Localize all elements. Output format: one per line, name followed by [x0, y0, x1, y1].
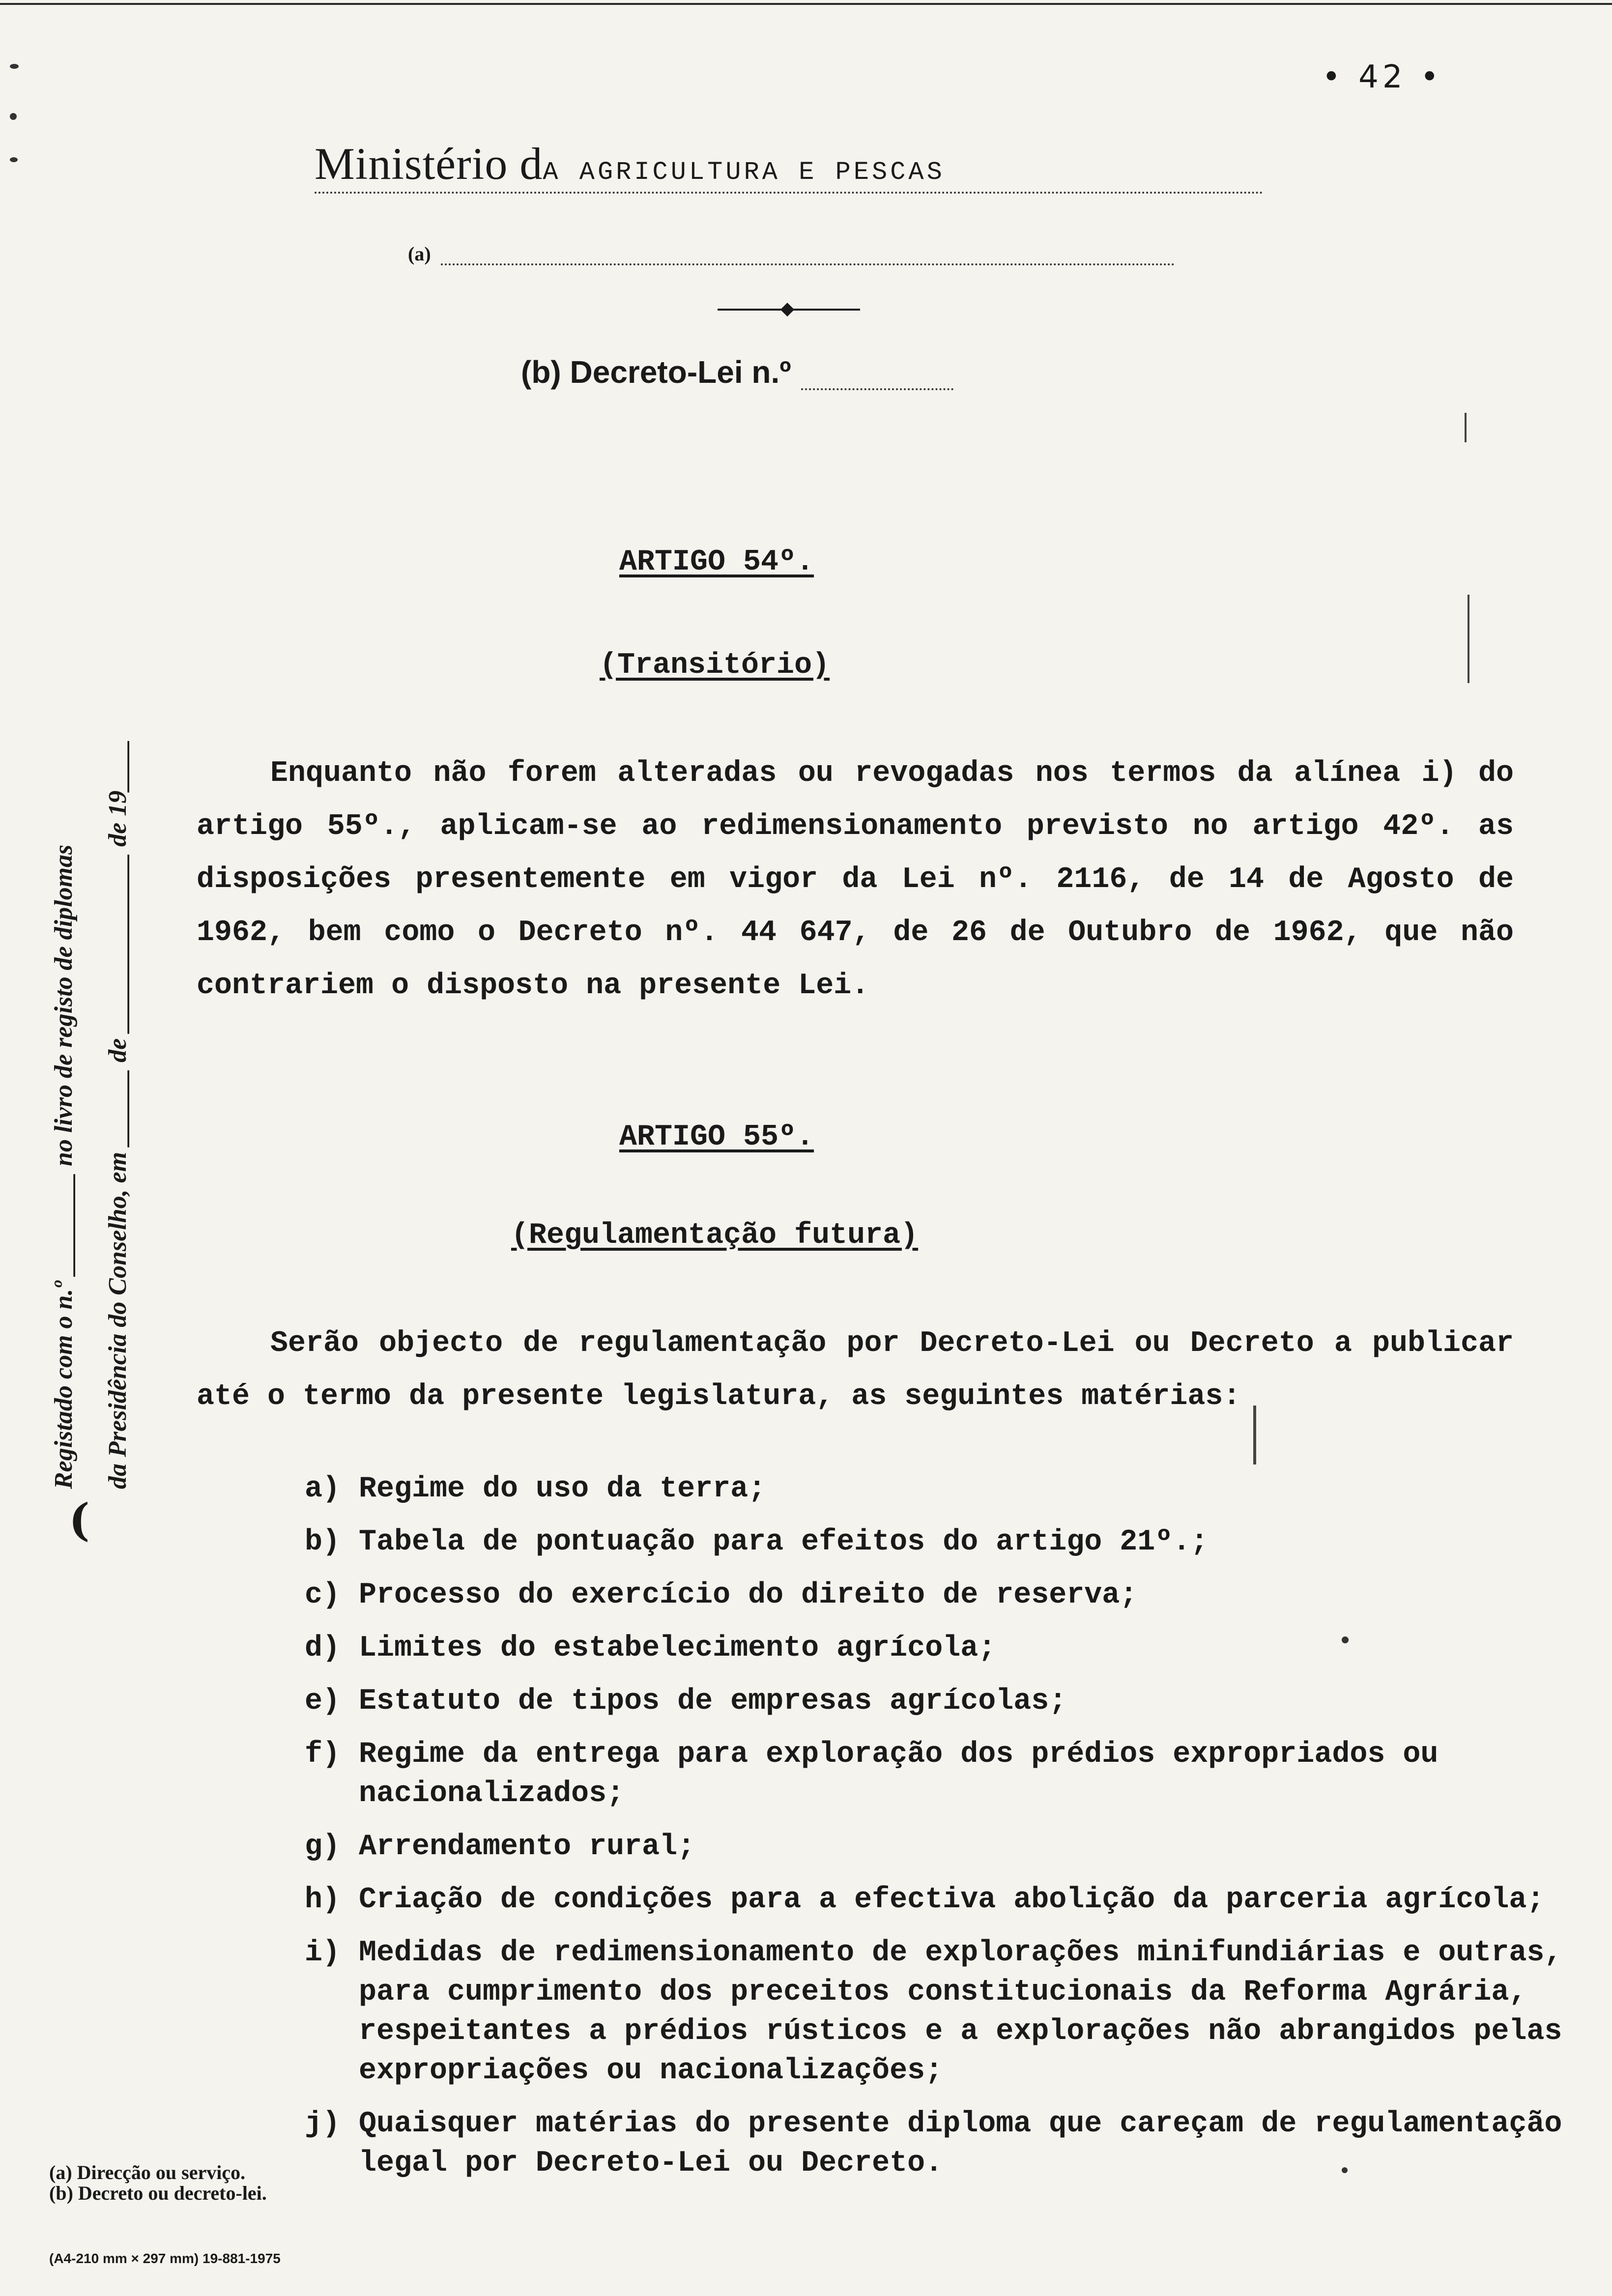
list-item [305, 1933, 1563, 2091]
footnote-a: (a) Direcção ou serviço. [49, 2161, 246, 2183]
ministry-prefix: Ministério d [315, 139, 543, 189]
print-reference: (A4-210 mm × 297 mm) 19-881-1975 [49, 2251, 281, 2266]
scan-mark [1465, 413, 1467, 442]
ministry-typed-name: A AGRICULTURA E PESCAS [543, 158, 945, 187]
item-text: Criação de condições para a efectiva abolição da parceria agrícola; [359, 1883, 1545, 1917]
item-text: Arrendamento rural; [359, 1830, 695, 1864]
divider-diamond-icon [780, 303, 794, 316]
article-54-title: ARTIGO 54º. [619, 545, 814, 579]
item-text: Medidas de redimensionamento de explorações minifundiárias e outras, para cumprimento dos preceitos constitucionais da Reforma Agrária, respeitantes a prédios rústicos e a explorações não abrangidos pelas expropriações ou nacionalizações; [359, 1936, 1562, 2088]
item-text: Regime da entrega para exploração dos prédios expropriados ou nacionalizados; [359, 1738, 1439, 1810]
page-number: • 42 • [1322, 59, 1443, 95]
scan-speck [10, 64, 19, 69]
registration-line-2: da Presidência do Conselho, em ______ de ______________ de 19____ [104, 739, 132, 1489]
service-field-label: (a) [408, 243, 431, 265]
item-text: Quaisquer matérias do presente diploma que careçam de regulamentação legal por Decreto-Lei ou Decreto. [359, 2107, 1562, 2180]
scan-speck [1342, 1636, 1349, 1643]
item-letter: j) [305, 2107, 341, 2141]
service-field-line [441, 246, 1175, 265]
article-55-subtitle: (Regulamentação futura) [511, 1219, 919, 1252]
top-border-line [0, 3, 1612, 5]
list-item [305, 2104, 1563, 2183]
decree-number-line [801, 364, 953, 390]
registration-line-1: Registado com o n.º ________ no livro de registo de diplomas [50, 844, 78, 1489]
bracket-mark-icon: ( [69, 1494, 90, 1546]
regulation-items-list [305, 1469, 1563, 2197]
list-item [305, 1682, 1563, 1721]
item-letter: d) [305, 1632, 341, 1665]
footnote-b: (b) Decreto ou decreto-lei. [49, 2182, 267, 2204]
item-text: Estatuto de tipos de empresas agrícolas; [359, 1685, 1067, 1718]
article-54-subtitle: (Transitório) [600, 649, 830, 682]
scan-speck [10, 113, 17, 120]
article-54-text: Enquanto não forem alteradas ou revogadas nos termos da alínea i) do artigo 55º., aplicam-se ao redimensionamento previsto no artigo 42º. as disposições presentemente em vigor da Lei nº. 2116, de 14 de Agosto de 1962, bem como o Decreto nº. 44 647, de 26 de Outubro de 1962, que não contrariem o disposto na presente Lei. [197, 757, 1514, 1003]
service-field [408, 236, 1175, 265]
item-text: Regime do uso da terra; [359, 1472, 766, 1506]
scan-mark [1253, 1406, 1256, 1464]
scan-speck [1342, 2167, 1348, 2173]
item-letter: f) [305, 1738, 341, 1771]
article-54-body [197, 747, 1514, 1012]
list-item [305, 1629, 1563, 1668]
decree-number-field [521, 354, 953, 390]
item-text: Tabela de pontuação para efeitos do artigo 21º.; [359, 1525, 1209, 1559]
registration-sidebar [29, 545, 157, 1546]
article-55-title: ARTIGO 55º. [619, 1120, 814, 1154]
item-letter: h) [305, 1883, 341, 1917]
item-text: Limites do estabelecimento agrícola; [359, 1632, 996, 1665]
item-letter: a) [305, 1472, 341, 1506]
article-55-intro-text: Serão objecto de regulamentação por Decreto-Lei ou Decreto a publicar até o termo da presente legislatura, as seguintes matérias: [197, 1327, 1514, 1413]
item-letter: g) [305, 1830, 341, 1864]
item-letter: i) [305, 1936, 341, 1970]
list-item [305, 1880, 1563, 1920]
decree-label: (b) Decreto-Lei n.º [521, 354, 791, 390]
list-item [305, 1576, 1563, 1615]
item-letter: c) [305, 1578, 341, 1612]
article-55-intro [197, 1317, 1514, 1423]
scan-mark [1468, 595, 1469, 683]
list-item [305, 1469, 1563, 1509]
scan-speck [10, 157, 18, 162]
footnotes [49, 2162, 267, 2204]
ministry-heading [315, 138, 1263, 194]
item-letter: e) [305, 1685, 341, 1718]
list-item [305, 1827, 1563, 1866]
item-text: Processo do exercício do direito de reserva; [359, 1578, 1138, 1612]
list-item [305, 1522, 1563, 1562]
item-letter: b) [305, 1525, 341, 1559]
list-item [305, 1735, 1563, 1813]
